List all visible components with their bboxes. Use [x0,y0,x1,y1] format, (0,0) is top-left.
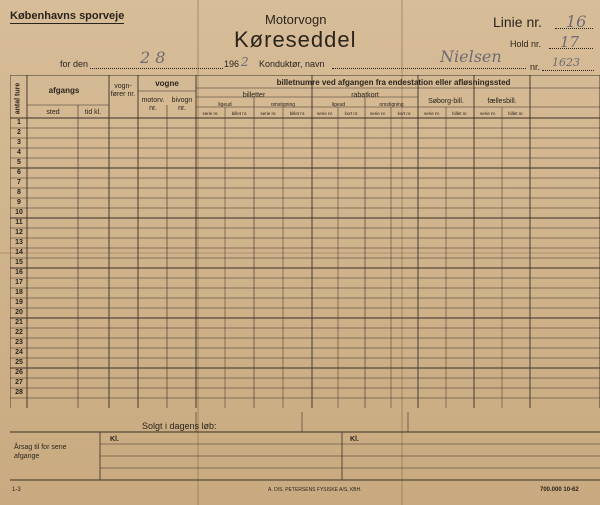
row-number: 22 [15,329,23,336]
row-number: 10 [15,209,23,216]
row-number: 5 [17,159,21,166]
form-subtitle: Motorvogn [265,12,327,27]
konduktor-label: Konduktør, navn [259,59,325,69]
form-code: 1-3 [12,487,21,493]
col-serie: serie nr. [202,111,219,116]
hold-value: 17 [560,33,580,51]
row-number: 25 [15,359,23,366]
row-number: 1 [17,119,21,126]
col-kort: kort nr. [344,111,359,116]
row-number: 6 [17,169,21,176]
row-number: 19 [15,299,23,306]
company-name: Københavns sporveje [10,10,125,22]
trip-table [10,75,600,412]
konduktor-field-line [332,68,526,69]
form-title: Køreseddel [234,27,357,52]
col-billet: billet nr. [508,111,524,116]
row-number: 24 [15,349,23,356]
hold-label: Hold nr. [510,39,542,49]
col-serie: serie nr. [369,111,386,116]
linie-value: 16 [566,12,587,31]
row-number: 20 [15,309,23,316]
col-billetnumre: billetnumre ved afgangen fra endestation eller afløsningssted [276,78,511,87]
row-number: 27 [15,379,23,386]
row-number: 26 [15,369,23,376]
col-soborg: Søborg-bill. [428,98,464,105]
col-serie: serie nr. [260,111,277,116]
col-billetter-omstigning: omstigning [270,102,296,108]
col-faelles: fællesbill. [487,98,517,105]
col-rabatkort: rabatkort [351,92,379,99]
row-number: 15 [15,259,23,266]
linie-label: Linie nr. [493,14,543,30]
row-number: 21 [15,319,23,326]
date-value: 2 8 [140,48,166,67]
row-number: 4 [17,149,21,156]
row-number: 17 [15,279,23,286]
col-vogne: vogne [155,79,179,88]
col-billetter-ligeud: ligeud [218,102,232,108]
col-serie: serie nr. [316,111,333,116]
solgt-label: Solgt i dagens løb: [142,421,217,431]
col-motorv: motorv. nr. [141,97,165,112]
row-number: 13 [15,239,23,246]
col-kort: kort nr. [397,111,412,116]
col-billet: billet nr. [231,111,248,116]
row-number: 2 [17,129,21,136]
arsag-label: Årsag til for sene afgange [14,444,67,460]
year-digit: 2 [241,55,249,69]
printer-credit: A. DIS. PETERSENS FYSISKE A/S, KBH. [268,487,362,493]
col-rabatkort-ligeud: ligeud [331,102,346,108]
col-antal-ture: antal ture [14,82,22,114]
row-number: 8 [17,189,21,196]
nr-field-line [542,70,594,71]
col-bivogn: bivogn nr. [171,97,193,112]
col-sted: sted [46,109,60,116]
year-prefix: 196 [224,59,240,69]
col-billetter: billetter [242,92,266,99]
row-number: 7 [17,179,21,186]
row-number: 14 [15,249,23,256]
table-grid-lines [10,75,600,412]
row-number: 18 [15,289,23,296]
col-billet: billet nr. [452,111,468,116]
row-number: 12 [15,229,23,236]
row-number: 3 [17,139,21,146]
row-number: 11 [15,219,23,226]
row-number: 23 [15,339,23,346]
nr-label: nr. [530,62,541,72]
nr-value: 1623 [552,56,580,69]
col-rabatkort-omstigning: omstigning [379,102,404,108]
kl-label-right: Kl. [350,436,359,443]
col-vognforer: vogn-fører nr. [110,83,136,98]
date-field-line [90,68,223,69]
row-number: 28 [15,389,23,396]
col-serie: serie nr. [479,111,496,116]
row-number: 16 [15,269,23,276]
col-serie: serie nr. [423,111,440,116]
for-den-label: for den [60,59,89,69]
col-billet: billet nr. [289,111,306,116]
col-tid: tid kl. [84,109,102,116]
konduktor-name: Nielsen [440,47,502,66]
print-run: 700.000 10-62 [540,487,579,493]
row-number: 9 [17,199,21,206]
col-afgangs: afgangs [48,86,80,95]
kl-label-left: Kl. [110,436,119,443]
